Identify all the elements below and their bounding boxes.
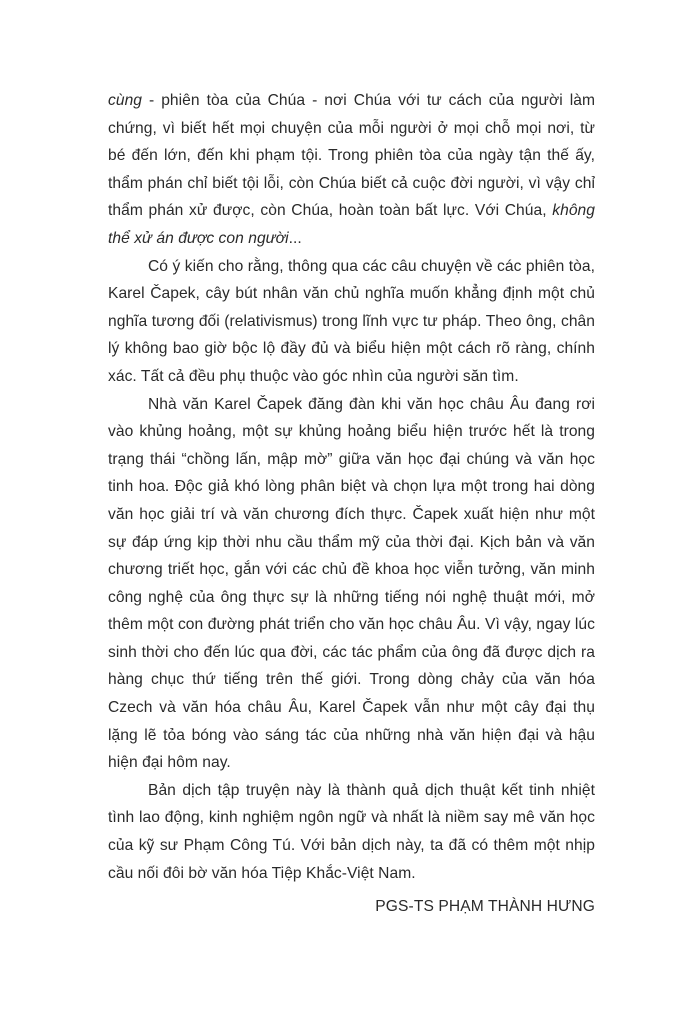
italic-phrase: không thể xử án được con người	[108, 202, 595, 247]
paragraph-4	[108, 777, 595, 887]
book-page	[108, 87, 595, 921]
paragraph-text: Bản dịch tập truyện này là thành quả dịch thuật kết tinh nhiệt tình lao động, kinh nghiệm ngôn ngữ và nhất là niềm say mê văn học của kỹ sư Phạm Công Tú. Với bản dịch này, ta đã có thêm một nhịp cầu nối đôi bờ văn hóa Tiệp Khắc-Việt Nam.	[108, 781, 595, 882]
author-signature: PGS-TS PHẠM THÀNH HƯNG	[375, 898, 595, 916]
paragraph-text: Nhà văn Karel Čapek đăng đàn khi văn học châu Âu đang rơi vào khủng hoảng, một sự khủng hoảng biểu hiện trước hết là trong trạng thái “chồng lấn, mập mờ” giữa văn học đại chúng và văn học tinh hoa. Độc giả khó lòng phân biệt và chọn lựa một trong hai dòng văn học giải trí và văn chương đích thực. Čapek xuất hiện như một sự đáp ứng kịp thời nhu cầu thẩm mỹ của thời đại. Kịch bản và văn chương triết học, gắn với các chủ đề khoa học viễn tưởng, văn minh công nghệ của ông thực sự là những tiếng nói nghệ thuật mới, mở thêm một con đường phát triển cho văn học châu Âu. Vì vậy, ngay lúc sinh thời cho đến lúc qua đời, các tác phẩm của ông đã được dịch ra hàng chục thứ tiếng trên thế giới. Trong dòng chảy của văn hóa Czech và văn hóa châu Âu, Karel Čapek vẫn như một cây đại thụ lặng lẽ tỏa bóng vào sáng tác của những nhà văn hiện đại và hậu hiện đại hôm nay.	[108, 395, 595, 772]
paragraph-2	[108, 253, 595, 391]
paragraph-3	[108, 391, 595, 777]
paragraph-text: ...	[288, 229, 302, 247]
paragraph-text: - phiên tòa của Chúa - nơi Chúa với tư cách của người làm chứng, vì biết hết mọi chuyện của mỗi người ở mọi chỗ mọi nơi, từ bé đến lớn, đến khi phạm tội. Trong phiên tòa của ngày tận thế ấy, thẩm phán chỉ biết tội lỗi, còn Chúa biết cả cuộc đời người, vì vậy chỉ thẩm phán xử được, còn Chúa, hoàn toàn bất lực. Với Chúa,	[108, 92, 595, 220]
italic-phrase: cùng	[108, 92, 143, 109]
paragraph-1	[108, 87, 595, 253]
paragraph-text: Có ý kiến cho rằng, thông qua các câu chuyện về các phiên tòa, Karel Čapek, cây bút nhân văn chủ nghĩa muốn khẳng định một chủ nghĩa tương đối (relativismus) trong lĩnh vực tư pháp. Theo ông, chân lý không bao giờ bộc lộ đầy đủ và biểu hiện một cách rõ ràng, chính xác. Tất cả đều phụ thuộc vào góc nhìn của người săn tìm.	[108, 257, 595, 385]
